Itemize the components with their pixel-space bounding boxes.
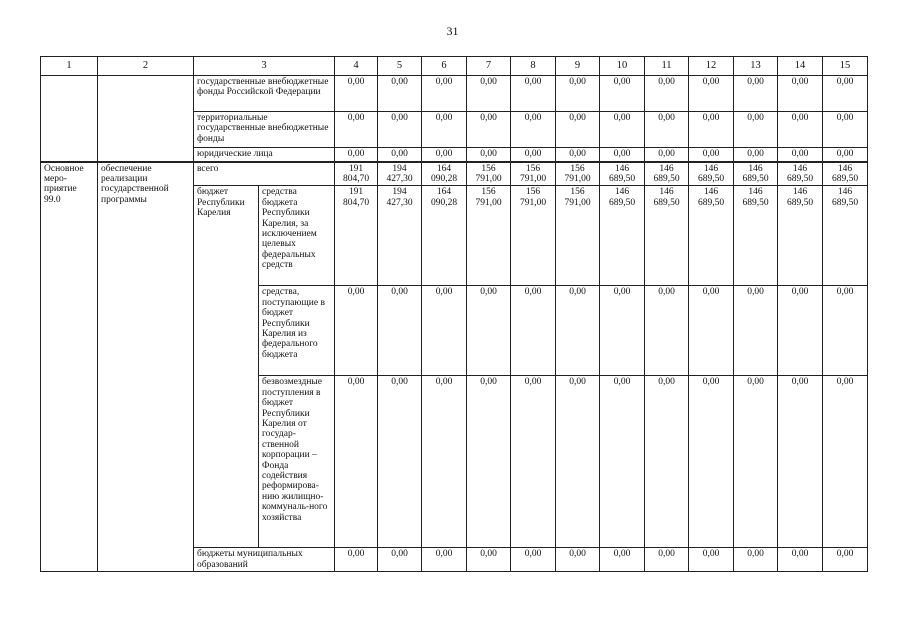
value-cell: 0,00	[511, 548, 556, 572]
value-cell: 0,00	[467, 548, 511, 572]
budget-table	[40, 56, 868, 572]
value-cell: 146 689,50	[823, 186, 868, 286]
value-cell: 0,00	[378, 148, 422, 162]
value-cell: 0,00	[734, 76, 778, 112]
value-cell: 0,00	[600, 548, 645, 572]
value-cell: 0,00	[556, 548, 600, 572]
value-cell: 156 791,00	[511, 186, 556, 286]
value-cell: 0,00	[335, 548, 378, 572]
value-cell: 0,00	[378, 376, 422, 548]
value-cell: 0,00	[689, 376, 734, 548]
value-cell: 0,00	[422, 148, 467, 162]
header-cell: 9	[556, 57, 600, 76]
value-cell: 0,00	[689, 286, 734, 376]
value-cell: 146 689,50	[778, 162, 823, 186]
value-cell: 146 689,50	[645, 186, 689, 286]
value-cell: 0,00	[689, 76, 734, 112]
row-label: юридические лица	[194, 148, 335, 162]
value-cell: 0,00	[823, 548, 868, 572]
header-cell: 13	[734, 57, 778, 76]
value-cell: 146 689,50	[778, 186, 823, 286]
value-cell: 0,00	[335, 286, 378, 376]
value-cell: 0,00	[422, 76, 467, 112]
header-cell: 1	[41, 57, 98, 76]
value-cell: 146 689,50	[734, 162, 778, 186]
header-cell: 15	[823, 57, 868, 76]
event-name: обеспечение реализации государственной программы	[98, 162, 194, 572]
value-cell: 0,00	[511, 376, 556, 548]
value-cell: 146 689,50	[600, 186, 645, 286]
header-cell: 5	[378, 57, 422, 76]
row-label: средства, поступающие в бюджет Республики Карелия из федерального бюджета	[259, 286, 335, 376]
value-cell: 146 689,50	[734, 186, 778, 286]
value-cell: 0,00	[467, 286, 511, 376]
value-cell: 0,00	[600, 286, 645, 376]
value-cell: 0,00	[778, 112, 823, 148]
value-cell: 0,00	[422, 376, 467, 548]
value-cell: 0,00	[556, 286, 600, 376]
value-cell: 0,00	[823, 376, 868, 548]
value-cell: 0,00	[378, 286, 422, 376]
value-cell: 0,00	[645, 286, 689, 376]
value-cell: 0,00	[511, 148, 556, 162]
header-cell: 12	[689, 57, 734, 76]
value-cell: 0,00	[335, 376, 378, 548]
header-cell: 7	[467, 57, 511, 76]
row-label: государственные внебюджетные фонды Российской Федерации	[194, 76, 335, 112]
value-cell: 0,00	[689, 112, 734, 148]
value-cell: 0,00	[645, 148, 689, 162]
value-cell: 164 090,28	[422, 186, 467, 286]
value-cell: 0,00	[645, 376, 689, 548]
row-label: бюджет Республики Карелия	[194, 186, 259, 548]
value-cell: 191 804,70	[335, 186, 378, 286]
row-label: безвозмездные поступления в бюджет Республики Карелия от государ-ственной корпорации – Фонда содействия реформирова-нию жилищно-коммуналь-ного хозяйства	[259, 376, 335, 548]
value-cell: 0,00	[600, 376, 645, 548]
value-cell: 0,00	[467, 376, 511, 548]
value-cell: 0,00	[422, 112, 467, 148]
header-cell: 10	[600, 57, 645, 76]
value-cell: 146 689,50	[823, 162, 868, 186]
row-label: территориальные государственные внебюджетные фонды	[194, 112, 335, 148]
value-cell: 164 090,28	[422, 162, 467, 186]
empty-cell	[41, 76, 98, 162]
value-cell: 0,00	[467, 148, 511, 162]
row-label: бюджеты муниципальных образований	[194, 548, 335, 572]
value-cell: 194 427,30	[378, 186, 422, 286]
value-cell: 0,00	[600, 148, 645, 162]
value-cell: 0,00	[778, 376, 823, 548]
value-cell: 156 791,00	[556, 186, 600, 286]
value-cell: 0,00	[645, 548, 689, 572]
empty-cell	[98, 76, 194, 162]
table-row	[41, 162, 868, 186]
value-cell: 0,00	[778, 548, 823, 572]
value-cell: 0,00	[823, 286, 868, 376]
value-cell: 156 791,00	[511, 162, 556, 186]
value-cell: 191 804,70	[335, 162, 378, 186]
row-label: средства бюджета Республики Карелия, за исключением целевых федеральных средств	[259, 186, 335, 286]
value-cell: 0,00	[467, 112, 511, 148]
header-cell: 3	[194, 57, 335, 76]
value-cell: 0,00	[645, 76, 689, 112]
value-cell: 0,00	[422, 286, 467, 376]
value-cell: 0,00	[511, 112, 556, 148]
value-cell: 0,00	[556, 76, 600, 112]
value-cell: 0,00	[689, 548, 734, 572]
value-cell: 0,00	[734, 286, 778, 376]
value-cell: 0,00	[734, 112, 778, 148]
value-cell: 146 689,50	[645, 162, 689, 186]
value-cell: 156 791,00	[556, 162, 600, 186]
header-cell: 4	[335, 57, 378, 76]
value-cell: 0,00	[823, 112, 868, 148]
value-cell: 0,00	[511, 286, 556, 376]
value-cell: 0,00	[778, 286, 823, 376]
value-cell: 146 689,50	[689, 162, 734, 186]
header-cell: 14	[778, 57, 823, 76]
value-cell: 0,00	[734, 548, 778, 572]
value-cell: 0,00	[335, 76, 378, 112]
value-cell: 0,00	[645, 112, 689, 148]
value-cell: 0,00	[778, 76, 823, 112]
value-cell: 0,00	[778, 148, 823, 162]
table-row	[41, 76, 868, 112]
header-cell: 11	[645, 57, 689, 76]
value-cell: 0,00	[378, 548, 422, 572]
header-cell: 8	[511, 57, 556, 76]
header-cell: 6	[422, 57, 467, 76]
value-cell: 0,00	[378, 112, 422, 148]
page-number: 31	[446, 24, 459, 38]
value-cell: 194 427,30	[378, 162, 422, 186]
header-cell: 2	[98, 57, 194, 76]
value-cell: 156 791,00	[467, 162, 511, 186]
row-label: всего	[194, 162, 335, 186]
value-cell: 0,00	[734, 376, 778, 548]
value-cell: 0,00	[600, 112, 645, 148]
value-cell: 0,00	[556, 148, 600, 162]
value-cell: 0,00	[734, 148, 778, 162]
value-cell: 0,00	[823, 76, 868, 112]
value-cell: 0,00	[467, 76, 511, 112]
value-cell: 0,00	[335, 148, 378, 162]
value-cell: 146 689,50	[689, 186, 734, 286]
value-cell: 0,00	[422, 548, 467, 572]
header-row	[41, 57, 868, 76]
value-cell: 146 689,50	[600, 162, 645, 186]
value-cell: 0,00	[511, 76, 556, 112]
event-code: Основное меро-приятие 99.0	[41, 162, 98, 572]
value-cell: 0,00	[823, 148, 868, 162]
value-cell: 0,00	[335, 112, 378, 148]
value-cell: 0,00	[600, 76, 645, 112]
value-cell: 0,00	[556, 376, 600, 548]
value-cell: 0,00	[689, 148, 734, 162]
value-cell: 0,00	[556, 112, 600, 148]
value-cell: 156 791,00	[467, 186, 511, 286]
value-cell: 0,00	[378, 76, 422, 112]
